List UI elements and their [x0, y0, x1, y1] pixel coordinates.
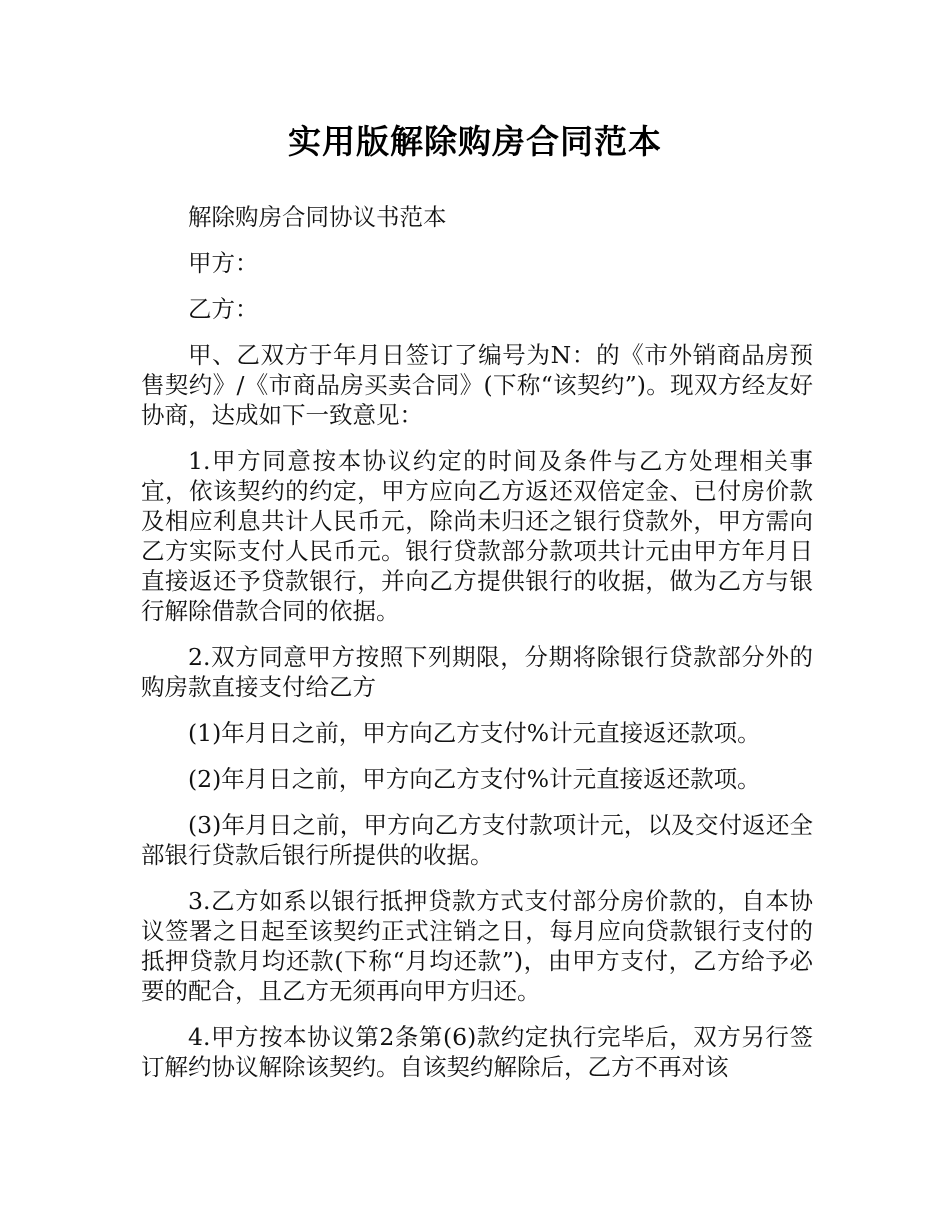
paragraph-party-b: 乙方： [188, 295, 259, 323]
paragraph-clause-2: 2.双方同意甲方按照下列期限，分期将除银行贷款部分外的购房款直接支付给乙方 [141, 643, 813, 701]
paragraph-preamble: 甲、乙双方于年月日签订了编号为N：的《市外销商品房预售契约》/《市商品房买卖合同》(下称“该契约”)。现双方经友好协商，达成如下一致意见： [141, 341, 813, 429]
paragraph-clause-4: 4.甲方按本协议第2条第(6)款约定执行完毕后，双方另行签订解约协议解除该契约。自该契约解除后，乙方不再对该 [141, 1023, 813, 1081]
document-body [141, 202, 813, 1098]
paragraph-party-a: 甲方： [188, 249, 259, 277]
paragraph-clause-2-item-1: (1)年月日之前，甲方向乙方支付%计元直接返还款项。 [188, 719, 761, 747]
paragraph-subtitle: 解除购房合同协议书范本 [188, 203, 447, 231]
document-title: 实用版解除购房合同范本 [288, 122, 662, 161]
paragraph-clause-3: 3.乙方如系以银行抵押贷款方式支付部分房价款的，自本协议签署之日起至该契约正式注销之日，每月应向贷款银行支付的抵押贷款月均还款(下称“月均还款”)，由甲方支付，乙方给予必要的配合，且乙方无须再向甲方归还。 [141, 887, 813, 1005]
paragraph-clause-1: 1.甲方同意按本协议约定的时间及条件与乙方处理相关事宜，依该契约的约定，甲方应向乙方返还双倍定金、已付房价款及相应利息共计人民币元，除尚未归还之银行贷款外，甲方需向乙方实际支付人民币元。银行贷款部分款项共计元由甲方年月日直接返还予贷款银行，并向乙方提供银行的收据，做为乙方与银行解除借款合同的依据。 [141, 447, 813, 625]
paragraph-clause-2-item-3: (3)年月日之前，甲方向乙方支付款项计元，以及交付返还全部银行贷款后银行所提供的收据。 [141, 811, 813, 869]
paragraph-clause-2-item-2: (2)年月日之前，甲方向乙方支付%计元直接返还款项。 [188, 765, 761, 793]
